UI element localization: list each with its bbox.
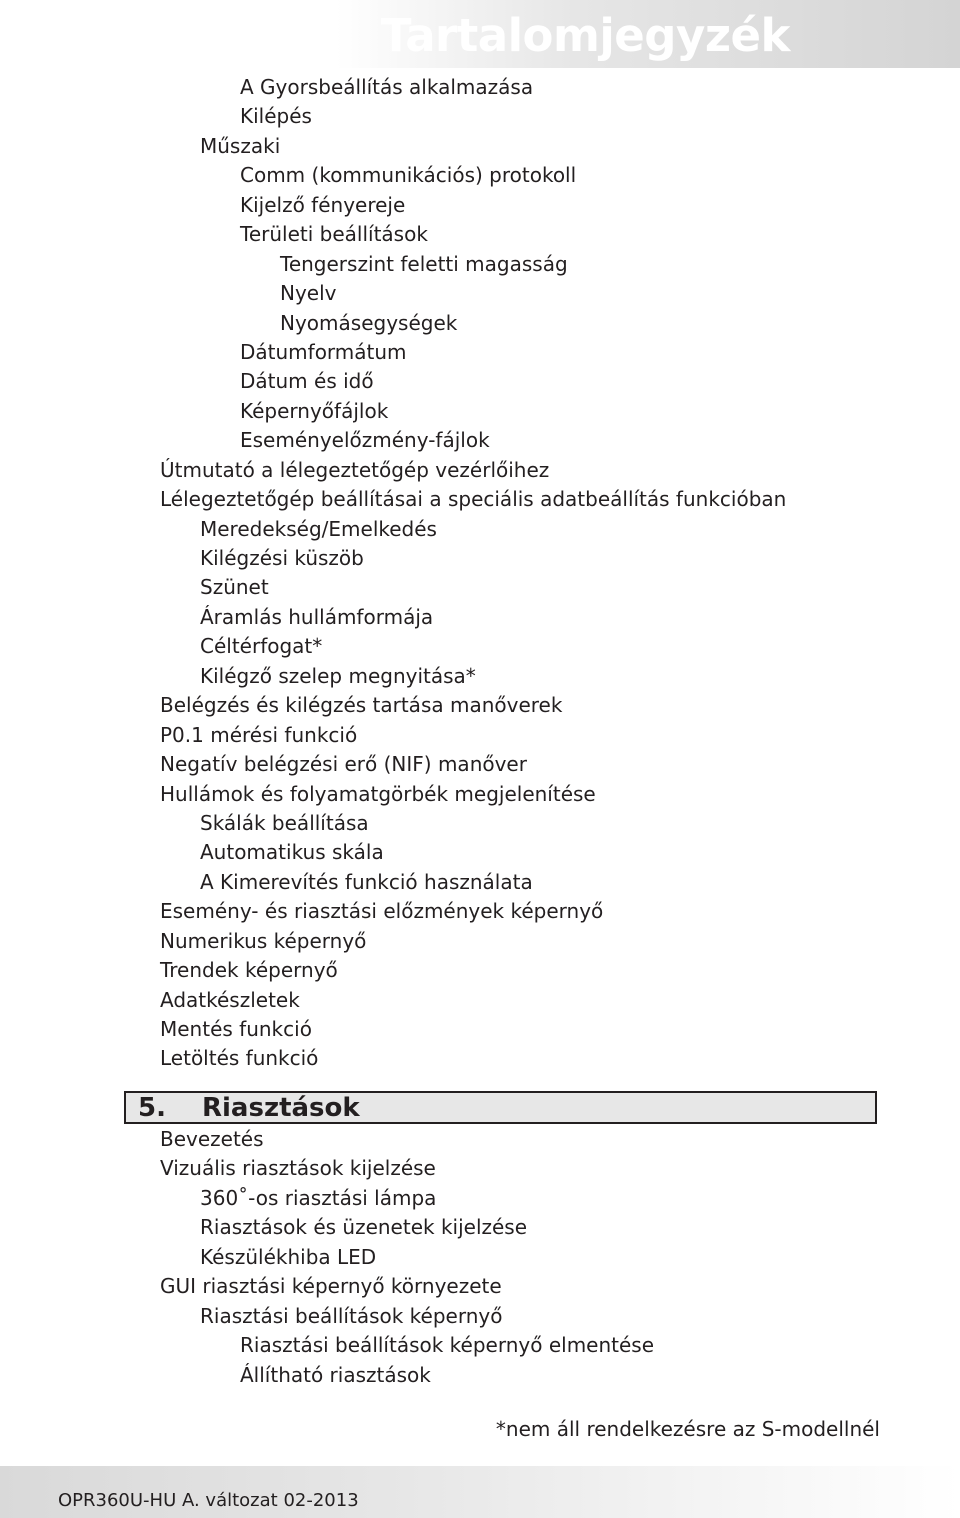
toc-entry: Skálák beállítása <box>200 810 369 835</box>
toc-entry: Meredekség/Emelkedés <box>200 516 437 541</box>
toc-entry: Műszaki <box>200 133 281 158</box>
toc-list-alarms <box>0 1125 654 1390</box>
toc-entry: Nyomásegységek <box>280 310 458 335</box>
toc-entry: Adatkészletek <box>160 987 300 1012</box>
toc-entry: GUI riasztási képernyő környezete <box>160 1274 502 1299</box>
toc-entry: Bevezetés <box>160 1127 264 1151</box>
toc-entry: Riasztási beállítások képernyő <box>200 1303 503 1328</box>
section-heading-bar <box>124 1091 877 1124</box>
toc-entry: Kijelző fényereje <box>240 192 406 217</box>
toc-entry: Tengerszint feletti magasság <box>280 251 568 276</box>
toc-entry: Kilépés <box>240 104 312 129</box>
toc-entry: Kilégző szelep megnyitása* <box>200 663 476 688</box>
toc-entry: Automatikus skála <box>200 840 384 865</box>
toc-entry: Céltérfogat* <box>200 634 323 659</box>
toc-entry: Riasztások és üzenetek kijelzése <box>200 1215 528 1240</box>
toc-entry: Készülékhiba LED <box>200 1244 377 1269</box>
footnote: *nem áll rendelkezésre az S-modellnél <box>495 1417 880 1441</box>
toc-entry: Letöltés funkció <box>160 1046 319 1071</box>
toc-entry: 360˚-os riasztási lámpa <box>200 1185 437 1210</box>
toc-entry: Eseményelőzmény-fájlok <box>240 428 490 453</box>
toc-entry: Kilégzési küszöb <box>200 546 364 570</box>
toc-entry: Negatív belégzési erő (NIF) manőver <box>160 752 527 777</box>
section-number: 5. <box>138 1093 166 1123</box>
document-version: OPR360U-HU A. változat 02-2013 <box>58 1490 359 1511</box>
toc-entry: Vizuális riasztások kijelzése <box>160 1156 436 1181</box>
toc-list <box>0 73 786 1074</box>
toc-entry: Területi beállítások <box>240 222 428 247</box>
toc-entry: Trendek képernyő <box>160 958 338 983</box>
toc-entry: Lélegeztetőgép beállításai a speciális adatbeállítás funkcióban <box>160 487 787 512</box>
page-title: Tartalomjegyzék <box>380 9 790 62</box>
toc-entry: Mentés funkció <box>160 1017 312 1041</box>
toc-entry: Dátumformátum <box>240 339 407 364</box>
toc-entry: Numerikus képernyő <box>160 928 367 953</box>
toc-entry: Esemény- és riasztási előzmények képernyő <box>160 899 604 924</box>
toc-entry: Comm (kommunikációs) protokoll <box>240 163 577 188</box>
toc-entry: Dátum és idő <box>240 369 374 394</box>
toc-entry: Hullámok és folyamatgörbék megjelenítése <box>160 781 596 806</box>
toc-entry: Útmutató a lélegeztetőgép vezérlőihez <box>160 457 550 482</box>
toc-entry: P0.1 mérési funkció <box>160 722 358 747</box>
section-title: Riasztások <box>202 1093 360 1123</box>
toc-entry: Riasztási beállítások képernyő elmentése <box>240 1333 655 1358</box>
toc-entry: Szünet <box>200 575 269 600</box>
toc-entry: A Kimerevítés funkció használata <box>200 869 533 894</box>
toc-entry: Áramlás hullámformája <box>200 604 434 629</box>
toc-entry: A Gyorsbeállítás alkalmazása <box>240 75 534 99</box>
toc-entry: Nyelv <box>280 281 337 306</box>
toc-entry: Állítható riasztások <box>240 1362 431 1387</box>
toc-entry: Belégzés és kilégzés tartása manőverek <box>160 693 563 718</box>
toc-entry: Képernyőfájlok <box>240 398 389 423</box>
